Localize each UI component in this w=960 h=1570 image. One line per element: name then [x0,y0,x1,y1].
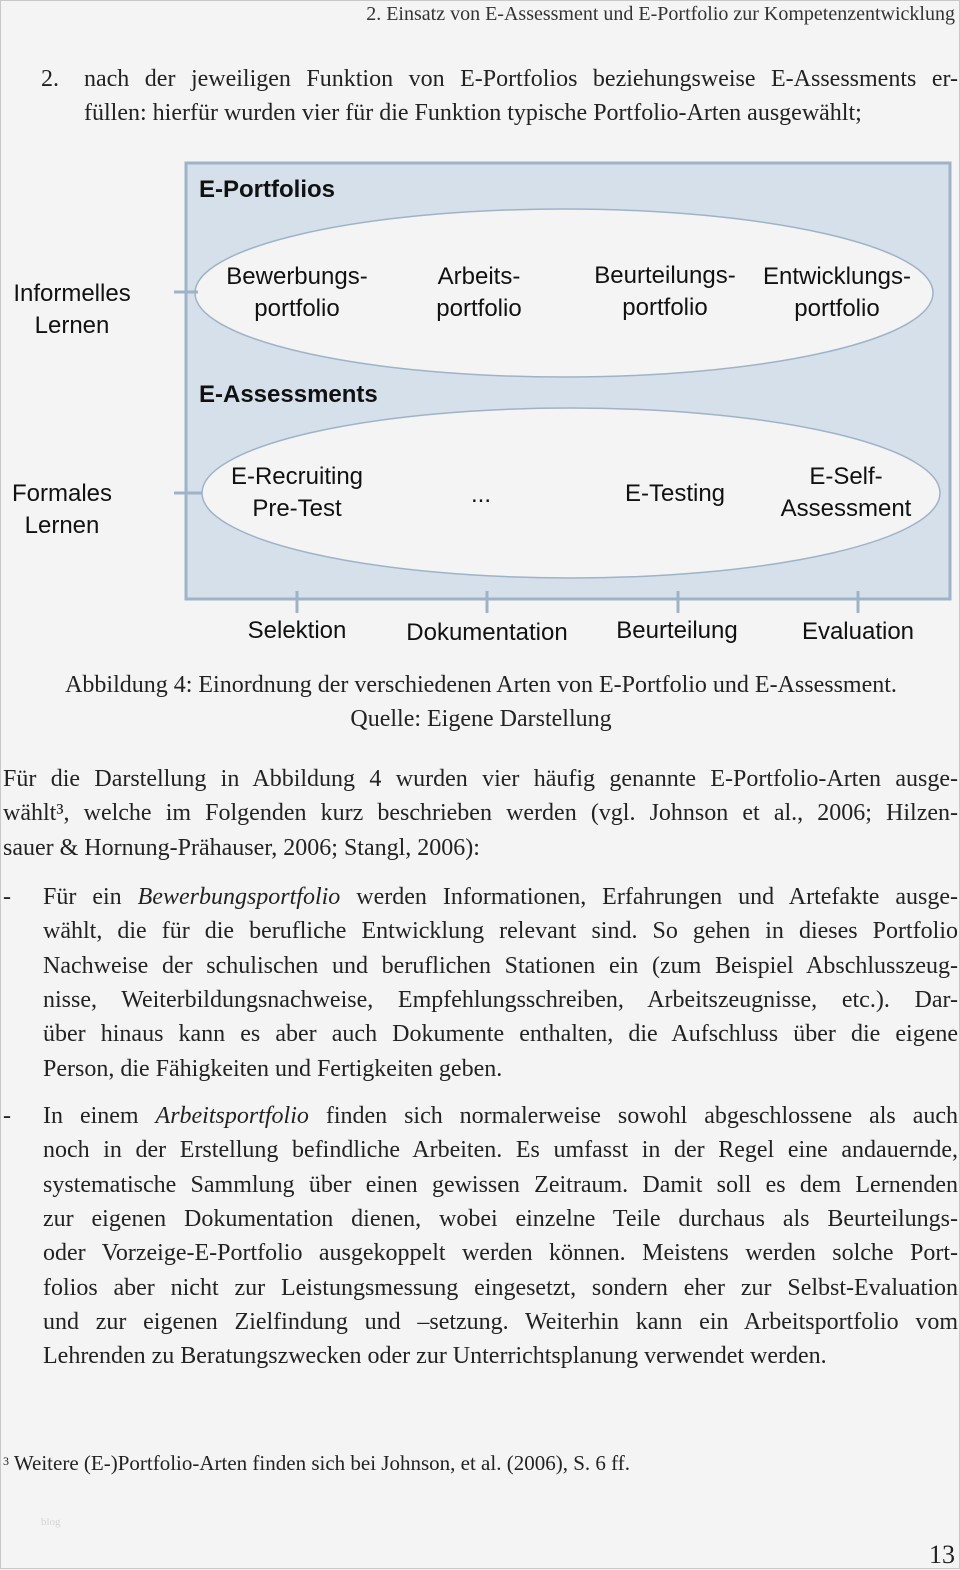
function-label: Beurteilung [616,617,738,644]
function-label: Selektion [247,617,347,644]
text-segment: Für ein [43,884,138,910]
left-label-informal: Informelles Lernen [13,280,131,339]
text-segment: und zur eigenen Zielfindung und –setzung. Weiterhin kann ein Arbeitsportfolio vom [43,1308,958,1335]
text-segment: noch in der Erstellung befindliche Arbeiten. Es umfasst in der Regel eine andauernde, [43,1137,958,1164]
assessment-type: E-Self- Assessment [780,463,912,522]
text-segment: Lehrenden zu Beratungszwecken oder zur Unterrichtsplanung verwendet werden. [43,1343,827,1370]
function-label: Dokumentation [406,619,568,646]
paragraph-line [43,1170,958,1200]
paragraph-line [43,1204,958,1234]
page-number: 13 [929,1540,955,1569]
paragraph-line [3,798,958,828]
portfolio-type: Beurteilungs- portfolio [594,262,736,321]
text-segment: In einem [43,1103,156,1129]
text-segment: nisse, Weiterbildungsnachweise, Empfehlungsschreiben, Arbeitszeugnisse, etc.). Dar- [43,986,958,1013]
paragraph-line [43,1019,958,1049]
watermark: blog [41,1516,61,1528]
text-segment: über hinaus kann es aber auch Dokumente enthalten, die Aufschluss über die eigene [43,1021,958,1048]
diagram [1,1,960,661]
group-title-e-assessments: E-Assessments [199,381,378,408]
paragraph-line [43,1054,958,1084]
text-segment: Für die Darstellung in Abbildung 4 wurden vier häufig genannte E-Portfolio-Arten ausge- [3,766,958,792]
function-label: Evaluation [801,618,915,645]
paragraph-line [43,1101,958,1131]
text-segment: systematische Sammlung über einen gewissen Zeitraum. Damit soll es dem Lernenden [43,1171,958,1198]
assessment-type: ... [470,481,491,508]
text-segment: oder Vorzeige-E-Portfolio ausgekoppelt werden können. Meistens werden solche Port- [43,1240,958,1267]
portfolio-type: Entwicklungs- portfolio [762,263,912,322]
running-header: 2. Einsatz von E-Assessment und E-Portfolio zur Kompetenzentwicklung [366,3,955,25]
text-segment: sauer & Hornung-Prähauser, 2006; Stangl, 2006): [3,834,480,861]
left-label-formal: Formales Lernen [11,480,113,539]
paragraph-line [43,985,958,1015]
text-segment: wählt³, welche im Folgenden kurz beschrieben werden (vgl. Johnson et al., 2006; Hilzen- [3,800,958,827]
paragraph-line [43,882,958,912]
paragraph-line [43,951,958,981]
paragraph-line [43,1307,958,1337]
bullet-marker: - [3,884,11,910]
paragraph-line [43,1238,958,1268]
assessment-type: E-Recruiting Pre-Test [230,463,364,522]
text-segment: werden Informationen, Erfahrungen und Artefakte ausge- [340,884,958,910]
text-segment: wählt, die für die berufliche Entwicklung relevant sind. So gehen in dieses Portfolio [43,918,958,945]
text-segment: finden sich normalerweise sowohl abgeschlossene als auch [308,1103,958,1129]
portfolio-type: Arbeits- portfolio [436,263,522,322]
portfolio-type: Bewerbungs- portfolio [226,263,368,322]
paragraph-line [43,916,958,946]
emphasized-term: Arbeitsportfolio [155,1103,309,1129]
footnote: $^3$ Weitere (E-)Portfolio-Arten finden sich bei Johnson, et al. (2006), S. 6 ff. [3,1451,630,1475]
list-item-line: nach der jeweiligen Funktion von E-Portfolios beziehungsweise E-Assessments er- [84,66,958,92]
list-number: 2. [41,66,59,92]
figure-source: Quelle: Eigene Darstellung [350,706,612,732]
assessment-type: E-Testing [624,480,726,507]
paragraph-line [43,1341,958,1371]
text-segment: Person, die Fähigkeiten und Fertigkeiten geben. [43,1055,503,1082]
paragraph-line [3,833,958,863]
list-item-line: füllen: hierfür wurden vier für die Funktion typische Portfolio-Arten ausgewählt; [84,100,862,126]
bullet-marker: - [3,1103,11,1129]
paragraph-line [43,1135,958,1165]
paragraph-line [3,764,958,794]
text-segment: Nachweise der schulischen und beruflichen Stationen ein (zum Beispiel Abschlusszeug- [43,952,958,979]
emphasized-term: Bewerbungsportfolio [137,884,341,910]
text-segment: zur eigenen Dokumentation dienen, wobei einzelne Teile durchaus als Beurteilungs- [43,1205,958,1232]
figure-caption: Abbildung 4: Einordnung der verschiedenen Arten von E-Portfolio und E-Assessment. [65,672,897,698]
paragraph-line [43,1273,958,1303]
text-segment: folios aber nicht zur Leistungsmessung eingesetzt, sondern eher zur Selbst-Evaluation [43,1274,958,1301]
group-title-e-portfolios: E-Portfolios [199,176,335,203]
